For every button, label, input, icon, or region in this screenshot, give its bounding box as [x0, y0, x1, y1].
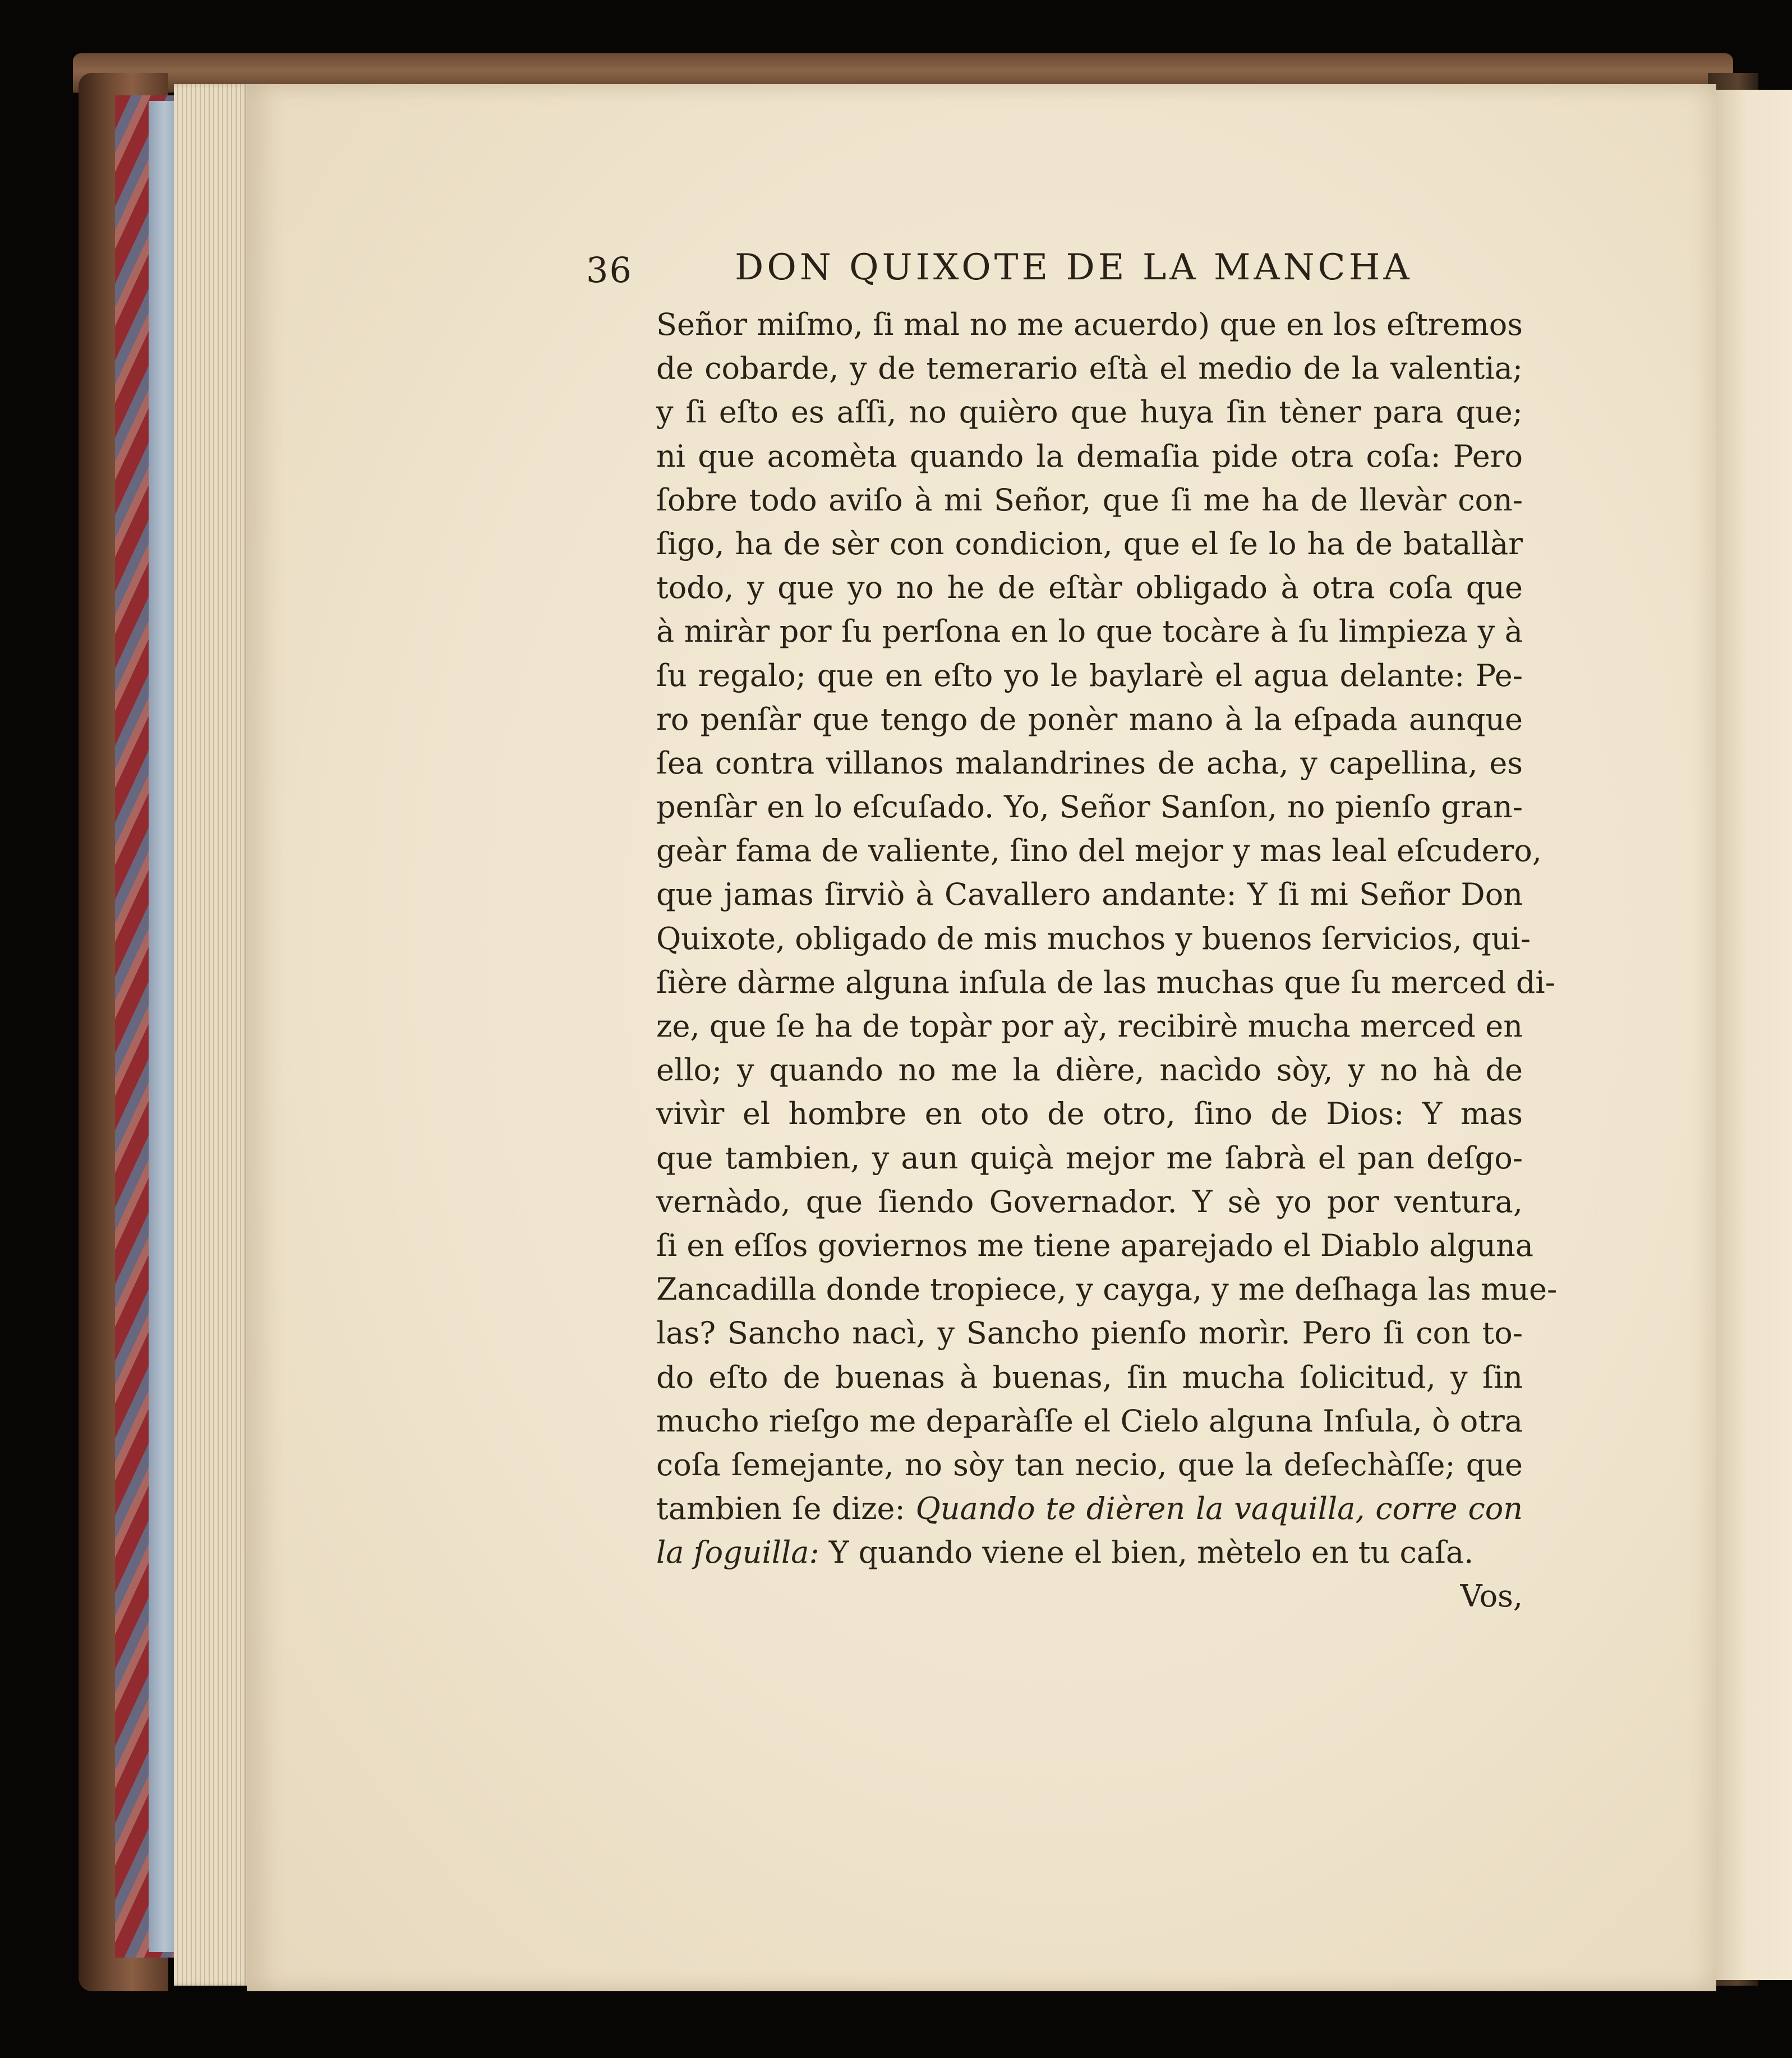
- text-line: [656, 1005, 1523, 1048]
- text-line: [656, 303, 1523, 347]
- text-line: [656, 1048, 1523, 1092]
- text-line: [656, 522, 1523, 566]
- text-span: Quixote, obligado de mis muchos y buenos ſervicios, qui-: [656, 920, 1531, 956]
- text-span: à miràr por ſu perſona en lo que tocàre à ſu limpieza y à: [656, 614, 1523, 650]
- text-span: ro penſàr que tengo de ponèr mano à la eſpada aunque: [656, 701, 1523, 737]
- text-line: [656, 1224, 1533, 1268]
- text-span: todo, y que yo no he de eſtàr obligado à otra coſa que: [656, 570, 1523, 606]
- facing-page-edge: [1716, 90, 1792, 1980]
- running-title: DON QUIXOTE DE LA MANCHA: [735, 247, 1413, 288]
- text-line: [656, 917, 1531, 961]
- page-edges: [174, 84, 250, 1986]
- text-span: Señor miſmo, ſi mal no me acuerdo) que en los eſtremos: [656, 307, 1523, 342]
- text-span: que tambien, y aun quiçà mejor me ſabrà el pan deſgo-: [656, 1140, 1523, 1176]
- text-line: [656, 829, 1542, 873]
- text-line: [656, 1443, 1523, 1487]
- catchword: Vos,: [1460, 1578, 1523, 1614]
- text-span: do eſto de buenas à buenas, ſin mucha ſolicitud, y ſin: [656, 1359, 1523, 1395]
- text-line: [656, 742, 1523, 785]
- text-span: coſa ſemejante, no sòy tan necio, que la deſechàſſe; que: [656, 1447, 1523, 1483]
- text-span: que jamas ſirviò à Cavallero andante: Y ſi mi Señor Don: [656, 877, 1523, 913]
- text-line: [656, 435, 1523, 478]
- text-span: ſea contra villanos malandrines de acha, y capellina, es: [656, 745, 1523, 781]
- text-line: [656, 478, 1523, 522]
- text-span: Y quando viene el bien, mètelo en tu caſa.: [819, 1535, 1474, 1571]
- italic-text: Quando te dièren la vaquilla, corre con: [915, 1491, 1523, 1527]
- text-span: vernàdo, que ſiendo Governador. Y sè yo por ventura,: [656, 1184, 1523, 1219]
- text-span: geàr fama de valiente, ſino del mejor y mas leal eſcudero,: [656, 833, 1542, 869]
- page-number: 36: [586, 250, 633, 291]
- text-span: ſigo, ha de sèr con condicion, que el ſe lo ha de batallàr: [656, 526, 1523, 561]
- text-line: [656, 1399, 1523, 1443]
- text-line: [656, 347, 1523, 390]
- text-line: [656, 1356, 1523, 1399]
- text-span: penſàr en lo eſcuſado. Yo, Señor Sanſon, no pienſo gran-: [656, 789, 1523, 825]
- text-span: de cobarde, y de temerario eſtà el medio de la valentia;: [656, 351, 1523, 386]
- text-span: tambien ſe dize:: [656, 1491, 916, 1527]
- text-span: y ſi eſto es aſſi, no quièro que huya ſin tèner para que;: [656, 394, 1523, 430]
- text-line: [656, 1531, 1523, 1574]
- text-span: Zancadilla donde tropiece, y cayga, y me deſhaga las mue-: [656, 1272, 1558, 1307]
- text-span: ſi en eſſos goviernos me tiene aparejado el Diablo alguna: [656, 1227, 1533, 1263]
- text-span: ſu regalo; que en eſto yo le baylarè el agua delante: Pe-: [656, 657, 1523, 693]
- text-line: [656, 698, 1523, 742]
- text-line: [656, 1092, 1523, 1136]
- text-line: [656, 566, 1523, 610]
- body-text: [656, 303, 1558, 1574]
- text-line: [656, 1180, 1523, 1224]
- text-line: [656, 873, 1523, 917]
- text-span: vivìr el hombre en oto de otro, ſino de Dios: Y mas: [656, 1096, 1523, 1132]
- text-line: [656, 610, 1523, 653]
- text-line: [656, 1311, 1523, 1355]
- text-line: [656, 785, 1523, 829]
- text-span: ze, que ſe ha de topàr por aỳ, recibirè mucha merced en: [656, 1009, 1523, 1044]
- text-line: [656, 1487, 1523, 1531]
- text-line: [656, 1136, 1523, 1180]
- text-span: las? Sancho nacì, y Sancho pienſo morìr. Pero ſi con to-: [656, 1315, 1523, 1351]
- text-span: ſobre todo aviſo à mi Señor, que ſi me ha de llevàr con-: [656, 482, 1523, 518]
- text-line: [656, 654, 1523, 698]
- running-head: [586, 247, 1523, 297]
- text-span: ſière dàrme alguna inſula de las muchas que ſu merced di-: [656, 964, 1555, 1000]
- text-span: ello; y quando no me la dière, nacìdo sòy, y no hà de: [656, 1052, 1523, 1088]
- text-block: [586, 247, 1558, 1618]
- text-line: [656, 961, 1555, 1005]
- text-span: ni que acomèta quando la demaſia pide otra coſa: Pero: [656, 438, 1523, 474]
- text-span: mucho rieſgo me deparàſſe el Cielo alguna Inſula, ò otra: [656, 1403, 1523, 1439]
- text-line: [656, 1268, 1558, 1311]
- text-line: [656, 390, 1523, 434]
- italic-text: la ſoguilla:: [656, 1535, 819, 1571]
